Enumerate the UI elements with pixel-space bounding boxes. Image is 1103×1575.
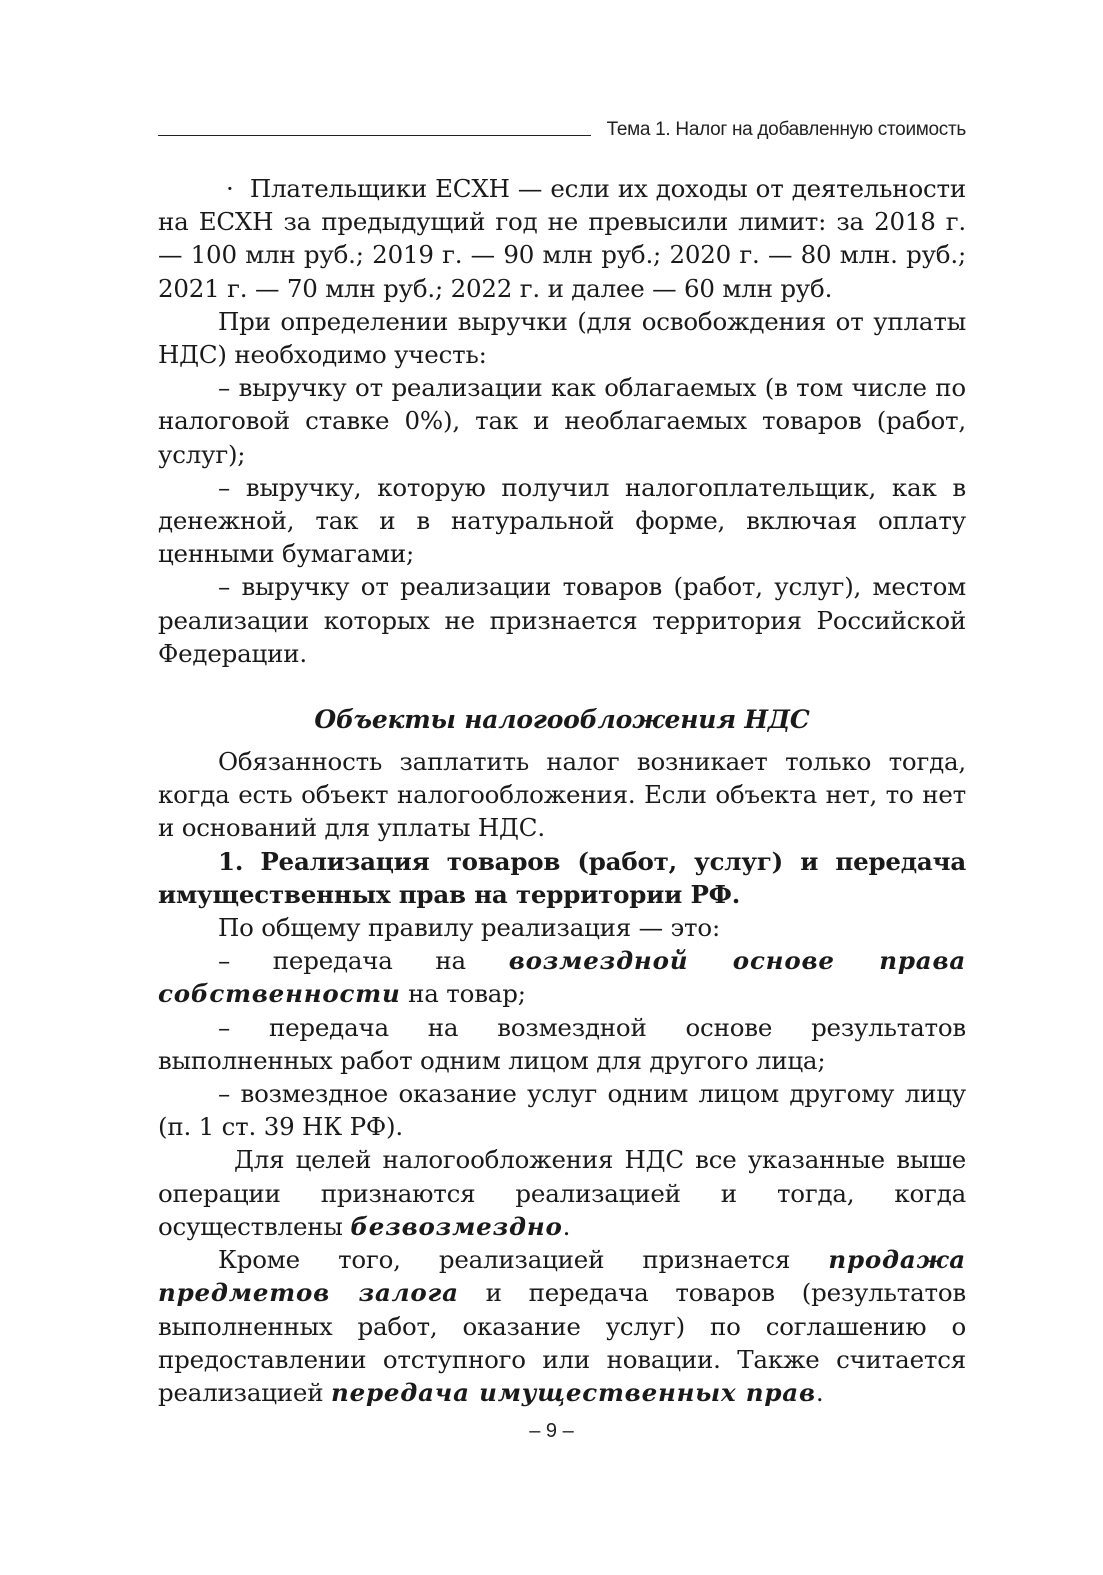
emphasis-run: безвозмездно bbox=[350, 1211, 563, 1241]
emphasis-run: продажа предметов залога bbox=[158, 1245, 966, 1308]
text-run: на товар; bbox=[400, 979, 526, 1009]
text-run: – передача на bbox=[218, 946, 509, 976]
list-item-work-results: – передача на возмездной основе результатов выполненных работ одним лицом для другого лица; bbox=[158, 1012, 966, 1075]
emphasis-run: передача имущественных прав bbox=[330, 1377, 816, 1407]
paragraph-esxn-payers bbox=[158, 172, 966, 305]
list-item-services: – возмездное оказание услуг одним лицом другому лицу (п. 1 ст. 39 НК РФ). bbox=[158, 1079, 966, 1142]
header-rule bbox=[158, 135, 591, 136]
running-header bbox=[158, 118, 966, 142]
page-number: – 9 – bbox=[529, 1420, 574, 1442]
paragraph-revenue-intro: При определении выручки (для освобождения от уплаты НДС) необходимо учесть: bbox=[158, 306, 966, 370]
paragraph-obligation: Обязанность заплатить налог возникает только тогда, когда есть объект налогообложения. Если объекта нет, то нет и оснований для уплаты НДС. bbox=[158, 747, 966, 843]
page-body bbox=[158, 172, 966, 1409]
paragraph-bold-rule-1: 1. Реализация товаров (работ, услуг) и передача имущественных прав на территории РФ. bbox=[158, 846, 966, 909]
paragraph-general-rule: По общему правилу реализация — это: bbox=[218, 913, 720, 943]
section-heading: Объекты налогообложения НДС bbox=[314, 705, 810, 735]
emphasis-run: возмездной основе права собственности bbox=[158, 946, 967, 1009]
text-run: . bbox=[815, 1377, 824, 1407]
bullet-glyph: · bbox=[226, 174, 234, 203]
paragraph-free-of-charge bbox=[158, 1143, 966, 1243]
paragraph-text: Плательщики ЕСХН — если их доходы от деятельности на ЕСХН за предыдущий год не превысили лимит: за 2018 г. — 100 млн руб.; 2019 г. — 90 млн руб.; 2020 г. — 80 млн. руб.; 2021 г. — 70 млн руб.; 2022 г. и далее — 60 млн руб. bbox=[158, 174, 966, 303]
text-run: Для целей налогообложения НДС все указанные выше операции признаются реализацией и тогда, когда осуществлены bbox=[158, 1145, 966, 1241]
list-item-cash-natural-revenue: – выручку, которую получил налогоплательщик, как в денежной, так и в натуральной форме, включая оплату ценными бумагами; bbox=[158, 472, 966, 569]
text-run: и передача товаров (результатов выполненных работ, оказание услуг) по соглашению о предоставлении отступного или новации. Также считается реализацией bbox=[158, 1278, 967, 1407]
text-run: Кроме того, реализацией признается bbox=[218, 1245, 829, 1275]
text-run: . bbox=[562, 1211, 571, 1241]
list-item-foreign-revenue: – выручку от реализации товаров (работ, услуг), местом реализации которых не признается территория Российской Федерации. bbox=[158, 572, 966, 668]
header-title: Тема 1. Налог на добавленную стоимость bbox=[606, 119, 966, 140]
paragraph-pledge-sale bbox=[158, 1243, 966, 1409]
list-item-ownership-transfer bbox=[158, 944, 966, 1010]
list-item-taxable-revenue: – выручку от реализации как облагаемых (в том числе по налоговой ставке 0%), так и необлагаемых товаров (работ, услуг); bbox=[158, 373, 966, 469]
